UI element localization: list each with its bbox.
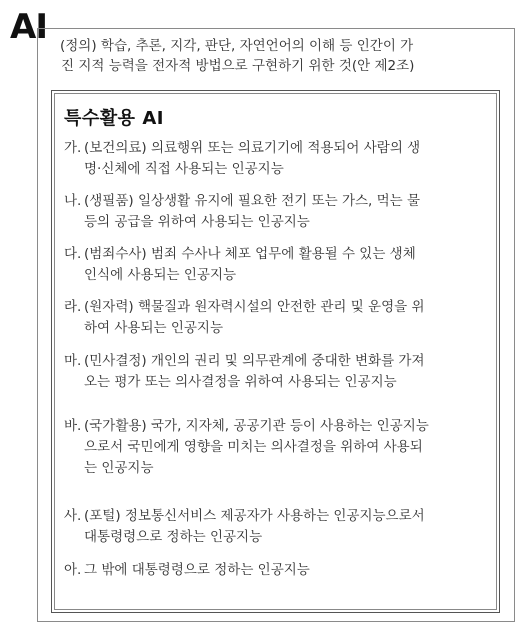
item-marker: 나. <box>64 193 82 209</box>
item-line-1: (포털) 정보통신서비스 제공자가 사용하는 인공지능으로서 <box>84 508 425 524</box>
item-line-1: (보건의료) 의료행위 또는 의료기기에 적용되어 사람의 생 <box>84 140 421 156</box>
item-line-2: 등의 공급을 위하여 사용되는 인공지능 <box>84 214 310 230</box>
item-line-1: 그 밖에 대통령령으로 정하는 인공지능 <box>84 562 310 578</box>
item-line-1: (민사결정) 개인의 권리 및 의무관계에 중대한 변화를 가져 <box>84 353 425 369</box>
page-heading: AI <box>10 7 47 47</box>
list-item <box>64 416 492 479</box>
box-title: 특수활용 AI <box>64 108 164 129</box>
definition-line-2: 진 지적 능력을 전자적 방법으로 구현하기 위한 것(안 제2조) <box>61 58 415 74</box>
list-item <box>64 138 492 180</box>
item-line-1: (원자력) 핵물질과 원자력시설의 안전한 관리 및 운영을 위 <box>84 299 425 315</box>
list-item <box>64 244 492 286</box>
item-line-1: (생필품) 일상생활 유지에 필요한 전기 또는 가스, 먹는 물 <box>84 193 421 209</box>
item-marker: 가. <box>64 140 82 156</box>
definition-text <box>60 36 496 76</box>
list-item <box>64 506 492 548</box>
item-line-2: 인식에 사용되는 인공지능 <box>84 267 237 283</box>
item-line-2: 명·신체에 직접 사용되는 인공지능 <box>84 161 284 177</box>
definition-line-1: (정의) 학습, 추론, 지각, 판단, 자연언어의 이해 등 인간이 가 <box>60 38 414 54</box>
item-line-1: (범죄수사) 범죄 수사나 체포 업무에 활용될 수 있는 생체 <box>84 246 416 262</box>
list-item <box>64 297 492 339</box>
item-line-2: 하여 사용되는 인공지능 <box>84 320 223 336</box>
list-item <box>64 351 492 393</box>
item-marker: 마. <box>64 353 82 369</box>
item-line-2: 오는 평가 또는 의사결정을 위하여 사용되는 인공지능 <box>84 374 397 390</box>
item-line-2: 으로서 국민에게 영향을 미치는 의사결정을 위하여 사용되 <box>84 439 423 455</box>
list-item <box>64 191 492 233</box>
item-line-3: 는 인공지능 <box>84 460 154 476</box>
item-marker: 아. <box>64 562 82 578</box>
item-line-2: 대통령령으로 정하는 인공지능 <box>84 529 263 545</box>
item-marker: 바. <box>64 418 82 434</box>
item-line-1: (국가활용) 국가, 지자체, 공공기관 등이 사용하는 인공지능 <box>84 418 429 434</box>
item-marker: 사. <box>64 508 82 524</box>
list-item <box>64 560 492 581</box>
item-marker: 다. <box>64 246 82 262</box>
item-marker: 라. <box>64 299 82 315</box>
